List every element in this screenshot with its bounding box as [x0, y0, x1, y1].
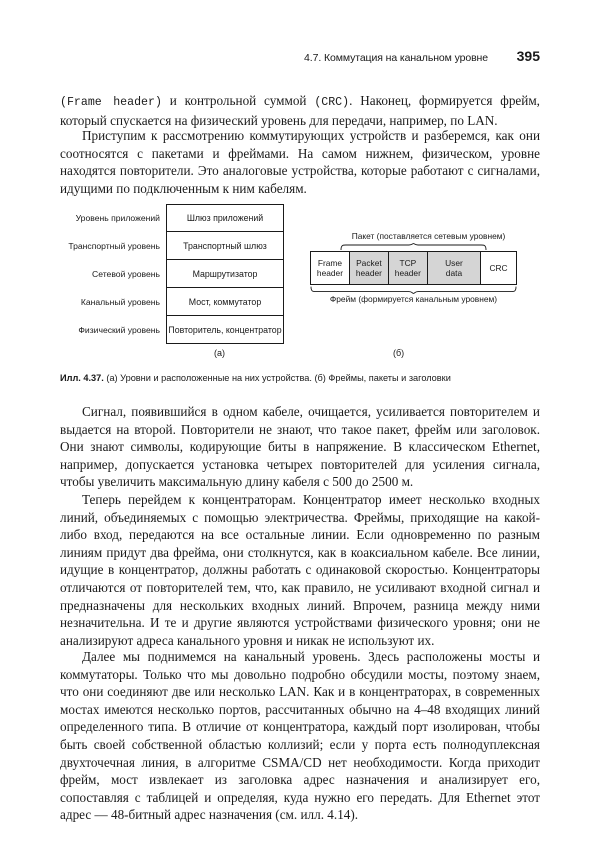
paragraph-4 [60, 491, 540, 649]
paragraph-text: Приступим к рассмотрению коммутирующих устройств и разберемся, как они соотносятся с пакетами и фреймами. На самом нижнем, физическом, уровне находятся повторители. Это аналоговые устройства, которые работают с сигналами, идущими по подключенным к ним кабелям. [60, 128, 540, 196]
packet-caption-bottom: Фрейм (формируется канальным уровнем) [329, 294, 498, 304]
running-head-title: 4.7. Коммутация на канальном уровне [304, 52, 488, 64]
layer-device-stack [64, 204, 284, 344]
paragraph-text [60, 92, 540, 129]
running-head [60, 48, 540, 68]
device-box: Шлюз приложений [166, 204, 284, 232]
cell-line-1: Frame [317, 258, 343, 268]
packet-caption-top: Пакет (поставляется сетевым уровнем) [351, 231, 506, 241]
inline-code-crc: (CRC) [314, 96, 350, 109]
inline-code-frame-header: (Frame header) [60, 96, 162, 109]
brace-top-icon [340, 243, 487, 251]
paragraph-text: Сигнал, появившийся в одном кабеле, очищается, усиливается повторителем и выдается на второй. Повторители не знают, что такое пакет, фрейм или заголовок. Они знают символы, кодирующие биты в напряжение. В классическом Ethernet, например, допускается установка четырех повторителей для усиления сигнала, чтобы увеличить максимальную длину кабеля с 500 до 2500 м. [60, 404, 540, 490]
paragraph-fragment-tail: . Наконец, формируется фрейм, который спускается на физический уровень для передачи, например, по LAN. [60, 93, 540, 128]
layer-label: Транспортный уровень [68, 241, 160, 251]
brace-bottom-icon [310, 286, 517, 294]
stack-row [64, 260, 284, 288]
paragraph-5 [60, 648, 540, 824]
packet-cell-crc [481, 252, 516, 284]
subfigure-label-a: (а) [214, 348, 225, 358]
cell-line-1: TCP [399, 258, 417, 268]
packet-cell-packet-header [350, 252, 389, 284]
paragraph-text: Далее мы поднимемся на канальный уровень. Здесь расположены мосты и коммутаторы. Только что мы довольно подробно обсудили мосты, поэтому знаем, что они соединяют две или несколько LAN. Как и в концентраторах, в современных мостах имеются несколько портов, рассчитанных обычно на 4–48 входящих линий определенного типа. В отличие от концентратора, каждый порт изолирован, чтобы быть своей собственной областью коллизий; если у порта есть полнодуплексная двухточечная линия, в алгоритме CSMA/CD нет необходимости. Когда приходит фрейм, мост извлекает из заголовка адрес назначения и анализирует его, сопоставляя с таблицей и определяя, куда нужно его передать. Для Ethernet этот адрес — 48-битный адрес назначения (см. илл. 4.14). [60, 649, 540, 823]
cell-line-2: header [316, 268, 343, 278]
stack-row [64, 232, 284, 260]
page-number: 395 [516, 48, 540, 64]
device-box: Транспортный шлюз [166, 232, 284, 260]
paragraph-fragment: и контрольной суммой [161, 93, 315, 108]
layer-label: Уровень приложений [75, 213, 160, 223]
figure-caption-text: (а) Уровни и расположенные на них устройства. (б) Фреймы, пакеты и заголовки [103, 373, 451, 383]
paragraph-continuation [60, 92, 540, 129]
cell-line-2: header [394, 268, 421, 278]
cell-line-1: CRC [489, 263, 508, 273]
layer-label: Канальный уровень [80, 297, 160, 307]
cell-line-2: header [355, 268, 382, 278]
packet-cell-user-data [428, 252, 481, 284]
paragraph-text: Теперь перейдем к концентраторам. Концентратор имеет несколько входных линий, объединяемых с помощью электричества. Фреймы, приходящие на какой-либо вход, передаются на все остальные линии. Если одновременно по разным линиям придут два фрейма, они столкнутся, как в коаксиальном кабеле. Все линии, идущие в концентратор, должны работать с одинаковой скоростью. Концентраторы отличаются от повторителей тем, что, как правило, не усиливают входной сигнал и предназначены для нескольких входных линий. Впрочем, разница между ними незначительна. И те и другие являются устройствами физического уровня; они не анализируют адреса канального уровня и никак не используют их. [60, 492, 540, 648]
packet-cell-frame-header [311, 252, 350, 284]
layer-label: Сетевой уровень [92, 269, 160, 279]
figure-number: Илл. 4.37. [60, 373, 104, 383]
device-box: Мост, коммутатор [166, 288, 284, 316]
cell-line-1: Packet [356, 258, 382, 268]
device-box: Повторитель, концентратор [166, 316, 284, 344]
cell-line-1: User [445, 258, 463, 268]
stack-row [64, 204, 284, 232]
paragraph-3 [60, 403, 540, 491]
cell-line-2: data [445, 268, 463, 278]
figure-caption [60, 372, 540, 385]
packet-cell-row [310, 251, 517, 285]
stack-row [64, 288, 284, 316]
device-box: Маршрутизатор [166, 260, 284, 288]
paragraph-2 [60, 127, 540, 197]
subfigure-label-b: (б) [393, 348, 405, 358]
layer-label: Физический уровень [78, 325, 160, 335]
packet-frame-diagram [310, 231, 517, 304]
packet-cell-tcp-header [389, 252, 428, 284]
stack-row [64, 316, 284, 344]
